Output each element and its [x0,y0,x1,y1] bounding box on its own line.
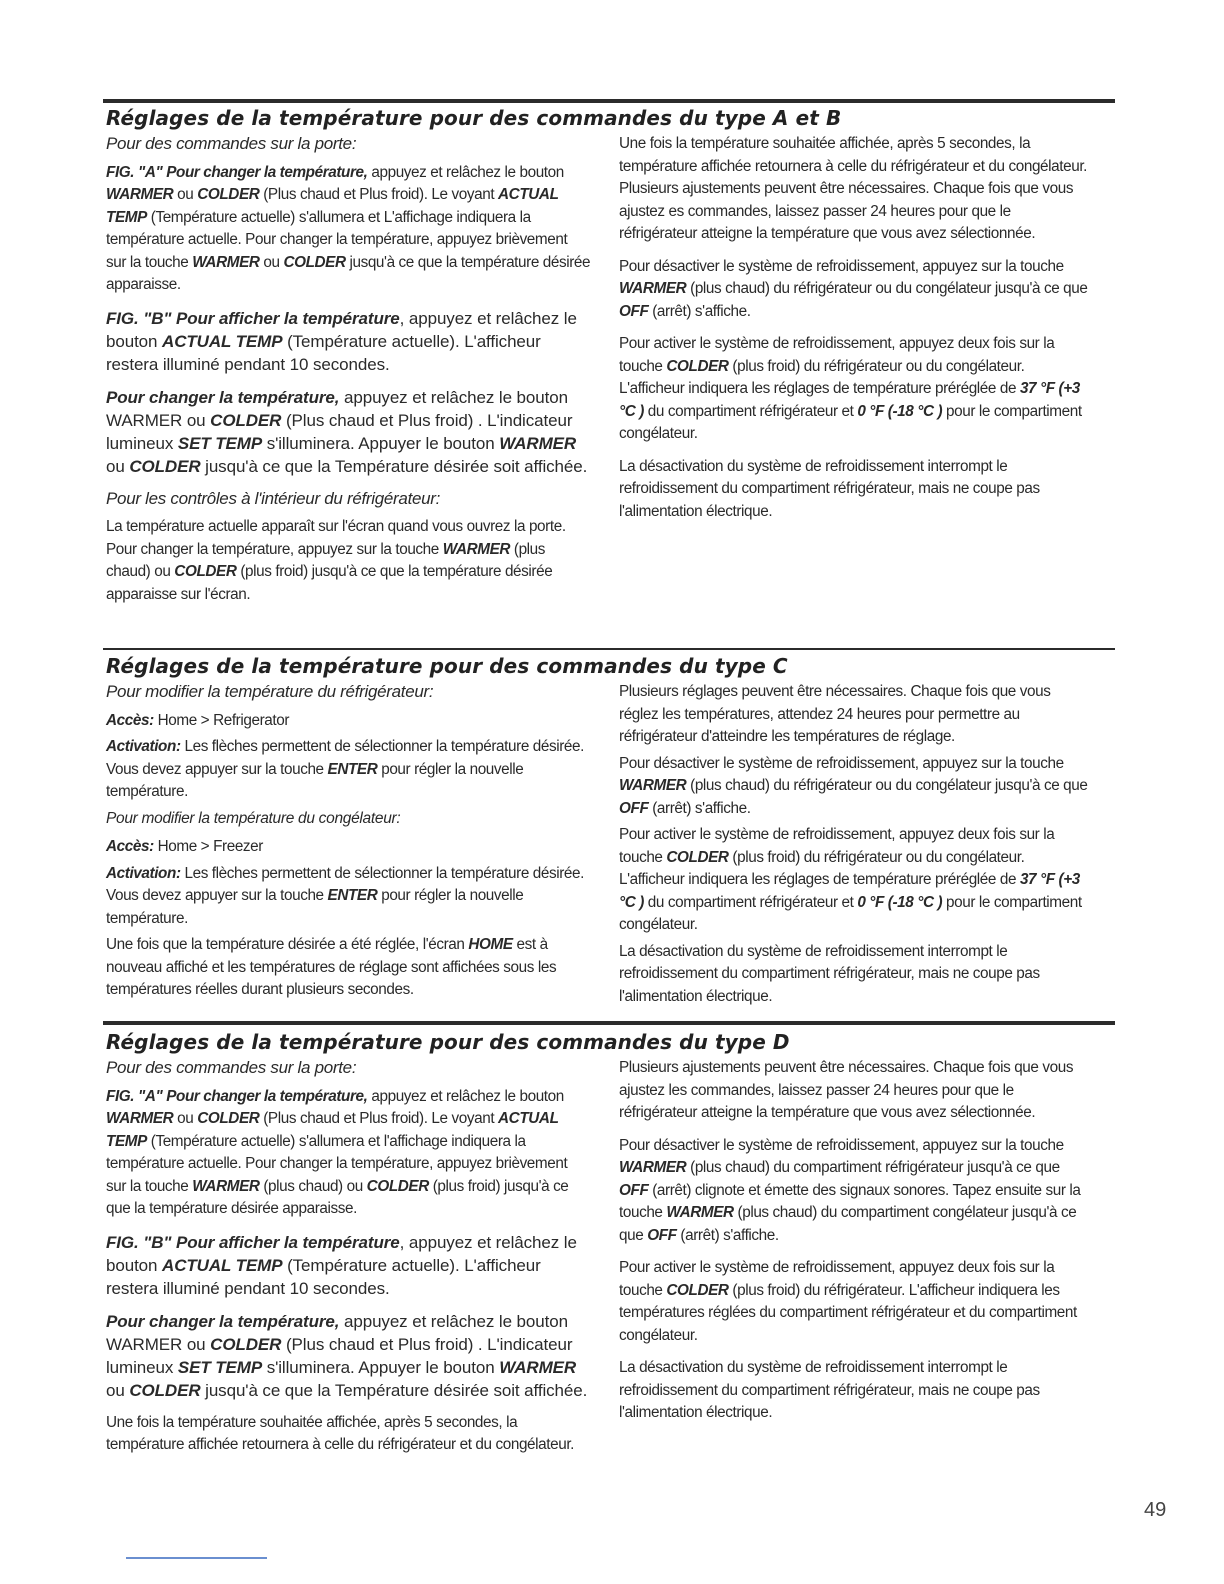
section-divider [103,648,1115,650]
paragraph: Activation: Les flèches permettent de sélectionner la température désirée. Vous devez appuyer sur la touche ENTER pour régler la nouvelle température. [106,738,584,800]
paragraph: FIG. "B" Pour afficher la température, appuyez et relâchez le bouton ACTUAL TEMP (Température actuelle). L'afficheur restera illuminé pendant 10 secondes. [106,308,577,374]
left-column [106,1057,591,1467]
subheading: Pour modifier la température du réfrigérateur: [106,682,434,701]
left-column [106,681,591,1012]
paragraph: FIG. "A" Pour changer la température, appuyez et relâchez le bouton WARMER ou COLDER (Plus chaud et Plus froid). Le voyant ACTUAL TEMP (Température actuelle) s'allumera et l'affichage indiquera la température actuelle. Pour changer la température, appuyez brièvement sur la touche WARMER (plus chaud) ou COLDER (plus froid) jusqu'à ce que la température désirée apparaisse. [106,1087,569,1217]
paragraph: Pour désactiver le système de refroidissement, appuyez sur la touche WARMER (plus chaud) du compartiment réfrigérateur jusqu'à ce que OFF (arrêt) clignote et émette des signaux sonores. Tapez ensuite sur la touche WARMER (plus chaud) du compartiment congélateur jusqu'à ce que OFF (arrêt) s'affiche. [619,1136,1081,1244]
paragraph: Une fois la température souhaitée affichée, après 5 secondes, la température affichée retournera à celle du réfrigérateur et du congélateur. Plusieurs ajustements peuvent être nécessaires. Chaque fois que vous ajustez es commandes, laissez passer 24 heures pour que le réfrigérateur atteigne la température que vous avez sélectionnée. [619,135,1088,242]
paragraph: Pour changer la température, appuyez et relâchez le bouton WARMER ou COLDER (Plus chaud et Plus froid) . L'indicateur lumineux SET TEMP s'illuminera. Appuyer le bouton WARMER ou COLDER jusqu'à ce que la Température désirée soit affichée. [106,1311,588,1400]
paragraph: Une fois la température souhaitée affichée, après 5 secondes, la température affichée retournera à celle du réfrigérateur et du congélateur. [106,1413,575,1453]
section-type-c [106,654,1114,1005]
paragraph: Une fois que la température désirée a été réglée, l'écran HOME est à nouveau affiché et les températures de réglage sont affichées sous les températures réelles durant plusieurs secondes. [106,936,557,998]
paragraph: FIG. "B" Pour afficher la température, appuyez et relâchez le bouton ACTUAL TEMP (Température actuelle). L'afficheur restera illuminé pendant 10 secondes. [106,1232,577,1298]
section-divider [103,1021,1115,1025]
paragraph: Pour désactiver le système de refroidissement, appuyez sur la touche WARMER (plus chaud) du réfrigérateur ou du congélateur jusqu'à ce que OFF (arrêt) s'affiche. [619,754,1088,817]
subheading: Pour des commandes sur la porte: [106,134,357,153]
left-column [106,133,591,616]
section-type-d [106,1030,1114,1453]
paragraph: Pour activer le système de refroidissement, appuyez deux fois sur la touche COLDER (plus froid) du réfrigérateur ou du congélateur. L'afficheur indiquera les réglages de température préréglée de 37 °F (+3 °C ) du compartiment réfrigérateur et 0 °F (-18 °C ) pour le compartiment congélateur. [619,826,1082,933]
paragraph: Plusieurs ajustements peuvent être nécessaires. Chaque fois que vous ajustez les commandes, laissez passer 24 heures pour que le réfrigérateur atteigne la température que vous avez sélectionnée. [619,1059,1074,1121]
paragraph: La désactivation du système de refroidissement interrompt le refroidissement du compartiment réfrigérateur, mais ne coupe pas l'alimentation électrique. [619,942,1040,1005]
top-rule [103,99,1115,103]
paragraph: Pour changer la température, appuyez et relâchez le bouton WARMER ou COLDER (Plus chaud et Plus froid) . L'indicateur lumineux SET TEMP s'illuminera. Appuyer le bouton WARMER ou COLDER jusqu'à ce que la Température désirée soit affichée. [106,387,588,476]
paragraph: La désactivation du système de refroidissement interrompt le refroidissement du compartiment réfrigérateur, mais ne coupe pas l'alimentation électrique. [619,1359,1040,1421]
footer-line [126,1557,267,1559]
paragraph: Plusieurs réglages peuvent être nécessaires. Chaque fois que vous réglez les températures, attendez 24 heures pour permettre au réfrigérateur d'atteindre les températures de réglage. [619,683,1051,745]
right-column [619,681,1091,1018]
section-title: Réglages de la température pour des commandes du type A et B [106,106,842,130]
paragraph: Accès: Home > Refrigerator [106,711,290,729]
subheading: Pour les contrôles à l'intérieur du réfrigérateur: [106,488,441,508]
section-title: Réglages de la température pour des commandes du type D [106,1030,790,1054]
paragraph: Accès: Home > Freezer [106,838,263,855]
paragraph: FIG. "A" Pour changer la température, appuyez et relâchez le bouton WARMER ou COLDER (Plus chaud et Plus froid). Le voyant ACTUAL TEMP (Température actuelle) s'allumera et L'affichage indiquera la température actuelle. Pour changer la température, appuyez brièvement sur la touche WARMER ou COLDER jusqu'à ce que la température désirée apparaisse. [106,163,591,293]
paragraph: Pour désactiver le système de refroidissement, appuyez sur la touche WARMER (plus chaud) du réfrigérateur ou du congélateur jusqu'à ce que OFF (arrêt) s'affiche. [619,257,1088,320]
subheading: Pour des commandes sur la porte: [106,1058,357,1077]
paragraph: Activation: Les flèches permettent de sélectionner la température désirée. Vous devez appuyer sur la touche ENTER pour régler la nouvelle température. [106,864,584,927]
paragraph: Pour activer le système de refroidissement, appuyez deux fois sur la touche COLDER (plus froid) du réfrigérateur ou du congélateur. L'afficheur indiquera les réglages de température préréglée de 37 °F (+3 °C ) du compartiment réfrigérateur et 0 °F (-18 °C ) pour le compartiment congélateur. [619,335,1082,442]
subheading: Pour modifier la température du congélateur: [106,809,401,827]
paragraph: La désactivation du système de refroidissement interrompt le refroidissement du compartiment réfrigérateur, mais ne coupe pas l'alimentation électrique. [619,457,1040,520]
right-column [619,1057,1091,1435]
page-number: 49 [1144,1499,1167,1521]
right-column [619,133,1091,533]
paragraph: La température actuelle apparaît sur l'écran quand vous ouvrez la porte. Pour changer la température, appuyez sur la touche WARMER (plus chaud) ou COLDER (plus froid) jusqu'à ce que la température désirée apparaisse sur l'écran. [106,518,566,603]
section-type-a-b [106,106,1114,603]
paragraph: Pour activer le système de refroidissement, appuyez deux fois sur la touche COLDER (plus froid) du réfrigérateur. L'afficheur indiquera les températures réglées du compartiment réfrigérateur et du compartiment congélateur. [619,1259,1077,1344]
section-title: Réglages de la température pour des commandes du type C [106,654,788,678]
